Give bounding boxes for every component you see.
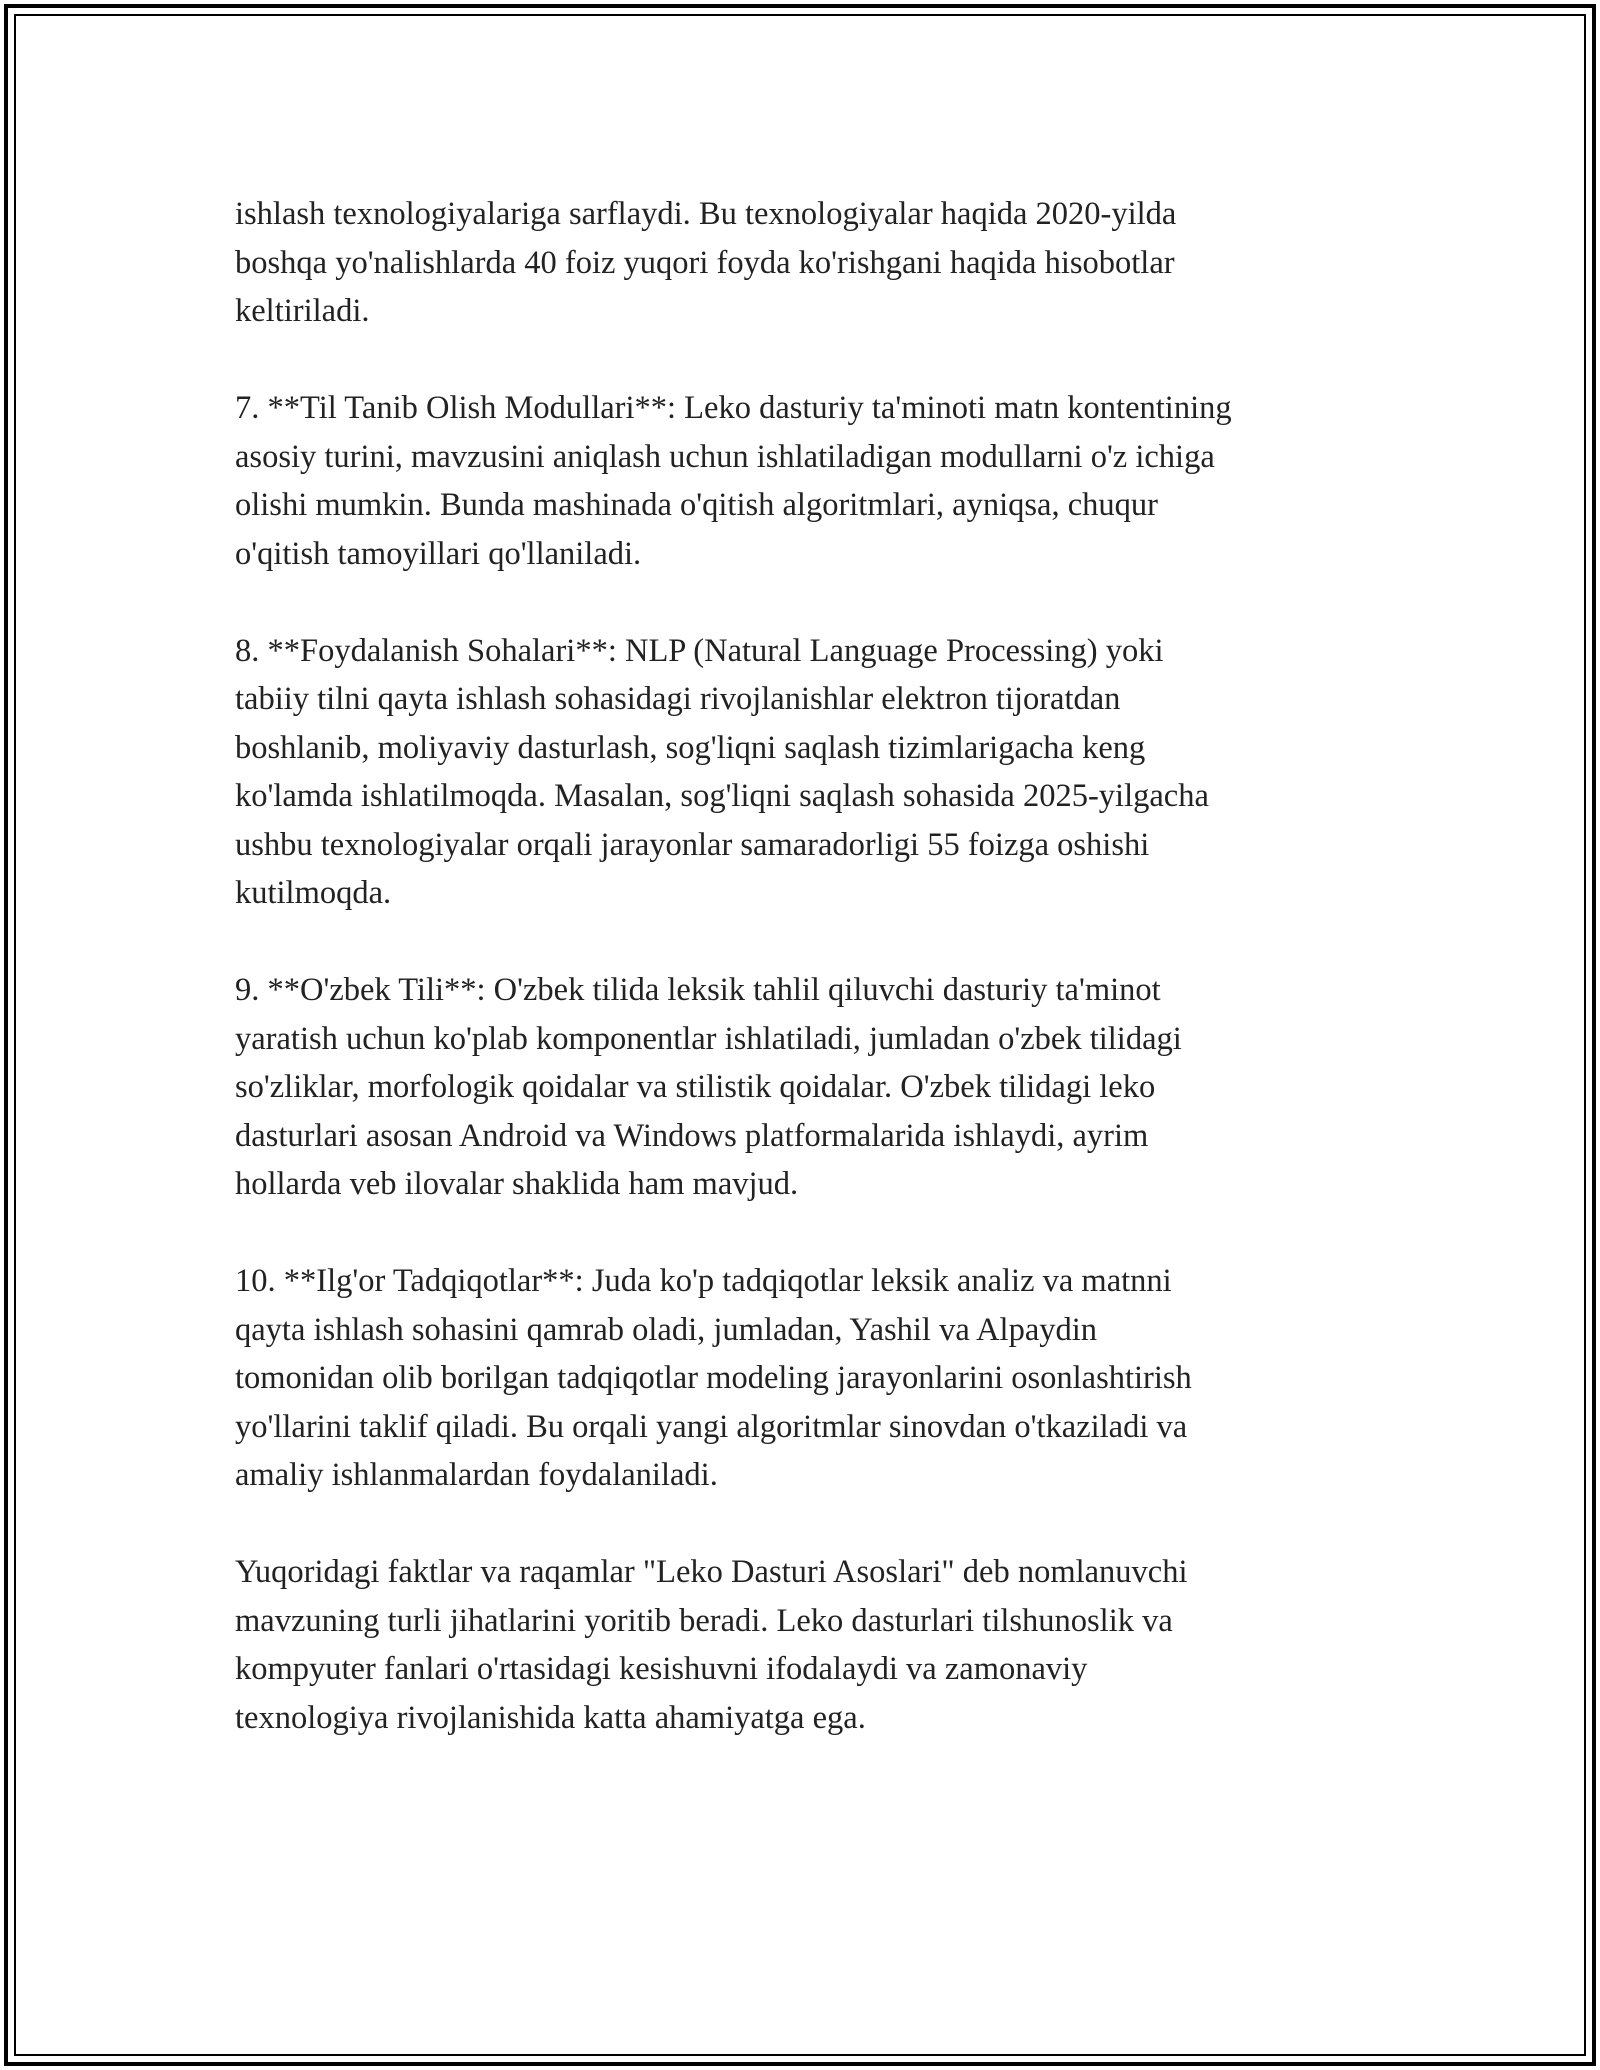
- list-item-8: 8. **Foydalanish Sohalari**: NLP (Natural Language Processing) yoki tabiiy tilni qayta ishlash sohasidagi rivojlanishlar elektron tijoratdan boshlanib, moliyaviy dasturlash, sog'liqni saqlash tizimlarigacha keng ko'lamda ishlatilmoqda. Masalan, sog'liqni saqlash sohasida 2025-yilgacha ushbu texnologiyalar orqali jarayonlar samaradorligi 55 foizga oshishi kutilmoqda.: [235, 632, 1209, 911]
- list-item-9: 9. **O'zbek Tili**: O'zbek tilida leksik tahlil qiluvchi dasturiy ta'minot yaratish uchun ko'plab komponentlar ishlatiladi, jumladan o'zbek tilidagi so'zliklar, morfologik qoidalar va stilistik qoidalar. O'zbek tilidagi leko dasturlari asosan Android va Windows platformalarida ishlaydi, ayrim hollarda veb ilovalar shaklida ham mavjud.: [235, 972, 1182, 1202]
- paragraph-continuation: ishlash texnologiyalariga sarflaydi. Bu texnologiyalar haqida 2020-yilda boshqa yo'nalishlarda 40 foiz yuqori foyda ko'rishgani haqida hisobotlar keltiriladi.: [235, 196, 1177, 329]
- document-body: [235, 190, 1375, 1791]
- list-item-10: 10. **Ilg'or Tadqiqotlar**: Juda ko'p tadqiqotlar leksik analiz va matnni qayta ishlash sohasini qamrab oladi, jumladan, Yashil va Alpaydin tomonidan olib borilgan tadqiqotlar modeling jarayonlarini osonlashtirish yo'llarini taklif qiladi. Bu orqali yangi algoritmlar sinovdan o'tkaziladi va amaliy ishlanmalardan foydalaniladi.: [235, 1263, 1192, 1493]
- paragraph-conclusion: Yuqoridagi faktlar va raqamlar "Leko Dasturi Asoslari" deb nomlanuvchi mavzuning turli jihatlarini yoritib beradi. Leko dasturlari tilshunoslik va kompyuter fanlari o'rtasidagi kesishuvni ifodalaydi va zamonaviy texnologiya rivojlanishida katta ahamiyatga ega.: [235, 1554, 1188, 1736]
- list-item-7: 7. **Til Tanib Olish Modullari**: Leko dasturiy ta'minoti matn kontentining asosiy turini, mavzusini aniqlash uchun ishlatiladigan modullarni o'z ichiga olishi mumkin. Bunda mashinada o'qitish algoritmlari, ayniqsa, chuqur o'qitish tamoyillari qo'llaniladi.: [235, 390, 1232, 572]
